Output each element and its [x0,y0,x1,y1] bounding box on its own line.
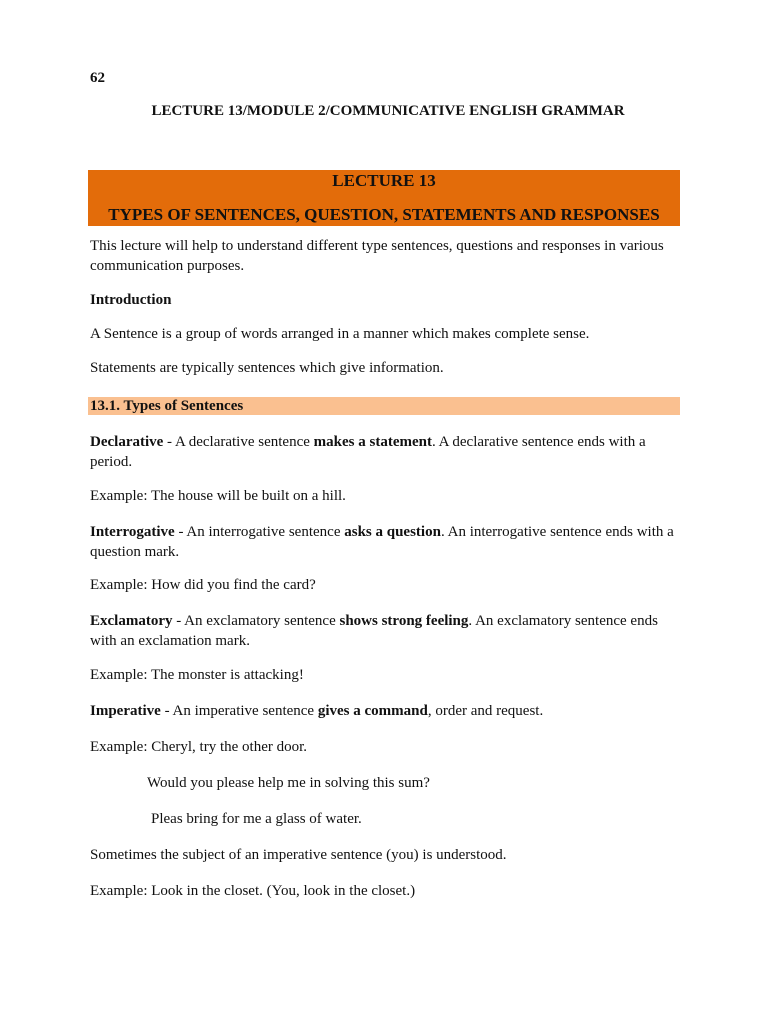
lecture-subtitle: TYPES OF SENTENCES, QUESTION, STATEMENTS AND RESPONSES [108,205,660,224]
statement-definition: Statements are typically sentences which give information. [90,360,444,376]
imperative-paragraph [90,701,680,721]
declarative-text1: - A declarative sentence [163,434,314,450]
declarative-term: Declarative [90,434,164,450]
introduction-heading: Introduction [90,292,172,308]
interrogative-paragraph [90,522,680,562]
running-header: LECTURE 13/MODULE 2/COMMUNICATIVE ENGLISH GRAMMAR [151,103,625,119]
interrogative-bold: asks a question [344,524,441,540]
title-banner [88,170,680,226]
understood-subject-note: Sometimes the subject of an imperative sentence (you) is understood. [90,847,507,863]
exclamatory-text2: . An exclamatory sentence ends with an exclamation mark. [90,613,658,649]
intro-paragraph: This lecture will help to understand different type sentences, questions and responses in various communication purposes. [90,238,664,274]
imperative-example-3: Pleas bring for me a glass of water. [151,811,362,827]
lecture-title: LECTURE 13 [332,171,436,190]
section-heading-bar [88,397,680,415]
declarative-bold: makes a statement [313,434,432,450]
declarative-paragraph [90,432,680,472]
exclamatory-bold: shows strong feeling [339,613,469,629]
interrogative-example: Example: How did you find the card? [90,577,316,593]
final-example: Example: Look in the closet. (You, look in the closet.) [90,883,416,899]
exclamatory-example: Example: The monster is attacking! [90,667,304,683]
section-heading: 13.1. Types of Sentences [90,398,244,414]
interrogative-text1: - An interrogative sentence [174,524,345,540]
declarative-text2: . A declarative sentence ends with a period. [90,434,646,470]
imperative-example-2: Would you please help me in solving this sum? [147,775,430,791]
exclamatory-text1: - An exclamatory sentence [172,613,340,629]
sentence-definition: A Sentence is a group of words arranged in a manner which makes complete sense. [90,326,590,342]
imperative-term: Imperative [90,703,161,719]
declarative-example: Example: The house will be built on a hill. [90,488,346,504]
interrogative-term: Interrogative [90,524,175,540]
exclamatory-paragraph [90,611,680,651]
imperative-bold: gives a command [317,703,428,719]
imperative-example: Example: Cheryl, try the other door. [90,739,308,755]
imperative-text1: - An imperative sentence [160,703,318,719]
interrogative-text2: . An interrogative sentence ends with a question mark. [90,524,674,560]
page-number: 62 [90,70,105,86]
imperative-text2: , order and request. [427,703,544,719]
exclamatory-term: Exclamatory [90,613,173,629]
